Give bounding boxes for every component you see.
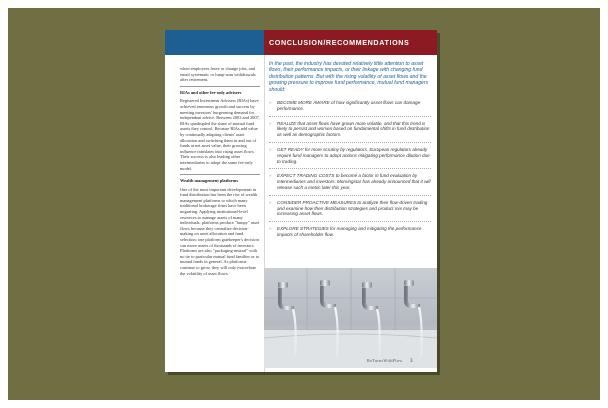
document-page	[165, 30, 437, 372]
bullet-arrow-icon: »	[269, 120, 272, 126]
recommendation-item	[269, 100, 431, 112]
ria-body: Registered Investment Advisers (RIAs) have achieved enormous growth and success by meeting investors' burgeoning demand for independent advice. Between 2003 and 2007, RIAs quadrupled the share of mutual fund assets they control. Because RIAs add value by continually adapting clients' asset allocation and switching them in and out of funds at net asset value, their growing influence translates into rising asset flows. Their success is also leading other intermediaries to adopt the same fee-only model.	[180, 98, 260, 171]
page-number: 3	[409, 359, 413, 364]
bullet-separator	[269, 221, 431, 222]
bullet-arrow-icon: »	[269, 147, 272, 153]
recommendation-item	[269, 226, 431, 238]
header-red-band	[264, 30, 437, 55]
faucets-photo	[264, 268, 437, 368]
bullet-separator	[269, 116, 431, 117]
bullet-separator	[269, 195, 431, 196]
recommendation-text: BECOME MORE AWARE of how significantly asset flows can damage performance.	[277, 100, 421, 111]
left-rule-2	[180, 174, 260, 175]
recommendation-text: EXPECT TRADING COSTS to become a factor in fund evaluation by intermediaries and investors. Morningstar has already announced that it will release such a metric later this year.	[277, 173, 431, 190]
bullet-arrow-icon: »	[269, 199, 272, 205]
wm-heading: Wealth management platforms	[180, 178, 239, 184]
header-blue-band	[165, 30, 264, 55]
recommendation-item	[269, 173, 431, 190]
recommendation-text: EXPLORE STRATEGIES for managing and mitigating the performance impacts of shareholder flow.	[277, 226, 422, 237]
recommendation-text: REALIZE that asset flows have grown more volatile, and that this trend is likely to persist and worsen based on fundamental shifts in fund distribution as well as demographic factors.	[277, 120, 430, 138]
recommendation-text: GET READY for more scrutiny by regulators. European regulators already require fund managers to adopt actions mitigating performance dilution due to trading.	[277, 147, 430, 164]
bullet-arrow-icon: »	[269, 226, 272, 232]
recommendation-item	[269, 200, 431, 217]
footer-brand: ReTurnsWithFlow	[367, 358, 403, 363]
bullet-separator	[269, 142, 431, 143]
right-column	[269, 61, 431, 238]
page-footer	[367, 358, 413, 364]
left-rule-1	[180, 86, 260, 87]
faucets-illustration	[264, 268, 437, 368]
recommendation-item	[269, 121, 431, 138]
recommendation-text: CONSIDER PROACTIVE MEASURES to analyze their flow-driven trading and examine how their distribution strategies and product mix may be increasing asset flows.	[277, 199, 428, 217]
wm-body: One of the most important developments in fund distribution has been the rise of wealth management platforms to which many traditional brokerage firms have been migrating. Applying institutional-level resources to manage assets of many individuals, platforms produce "lumpy" asset flows because they centralize decision-making on asset allocation and fund selection; one platform gatekeeper's decision can move assets of thousands of investors. Platforms are also "packaging-neutral" with no tie to particular mutual fund families or to mutual funds in general. As platforms continue to grow, they will only exacerbate the volatility of asset flows.	[180, 186, 260, 276]
left-column	[180, 66, 260, 279]
bullet-separator	[269, 168, 431, 169]
recommendation-item	[269, 147, 431, 164]
left-intro-fragment: when employees leave or change jobs, and email systematic or lump-sum withdrawals after retirement.	[180, 66, 256, 83]
section-title: CONCLUSION/RECOMMENDATIONS	[269, 38, 410, 47]
recommendations-intro: In the past, the industry has devoted relatively little attention to asset flows, their performance impacts, or their linkage with changing fund distribution patterns. But with the rising volatility of asset flows and the growing pressure to improve fund performance, mutual fund managers should:	[269, 61, 429, 93]
bullet-arrow-icon: »	[269, 100, 272, 106]
ria-heading: RIAs and other fee-only advisers	[180, 89, 242, 95]
bullet-arrow-icon: »	[269, 173, 272, 179]
